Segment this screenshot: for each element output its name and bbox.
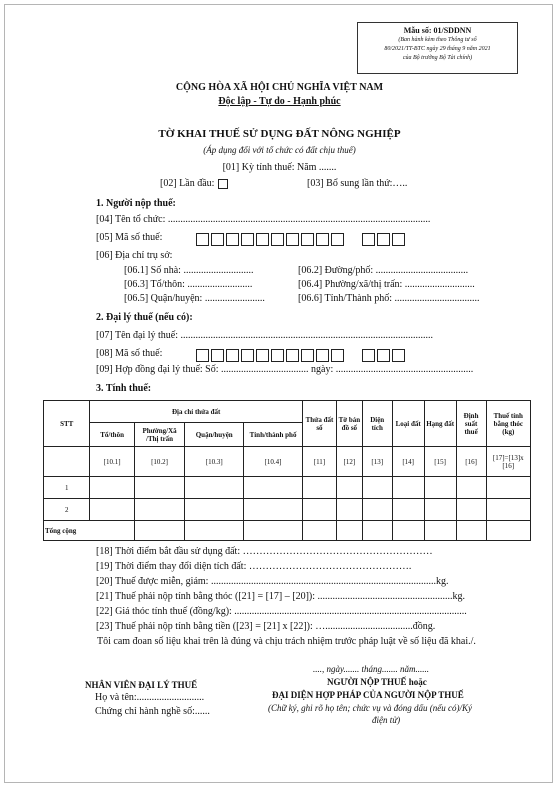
page-frame: [4, 4, 553, 783]
code-cell: [17]=[13]x [16]: [486, 447, 530, 477]
motto: [0, 96, 559, 107]
item-22[interactable]: [22] Giá thóc tính thuế (đồng/kg): .............................................................................................: [96, 606, 467, 617]
form-legal-note-2: 80/2021/TT-BTC ngày 29 tháng 9 năm 2021: [384, 46, 491, 52]
item-19[interactable]: [19] Thời điểm thay đổi diện tích đất: ………………………………………….: [96, 561, 412, 572]
col-stt: STT: [44, 401, 90, 447]
province-field[interactable]: [06.6] Tỉnh/Thành phố: ..................................: [298, 293, 480, 304]
item-20[interactable]: [20] Thuế được miễn, giảm: ..........................................................................................kg.: [96, 576, 449, 587]
declaration: Tôi cam đoan số liệu khai trên là đúng và chịu trách nhiệm trước pháp luật về số liệu đã khai./.: [97, 636, 476, 647]
sign-date[interactable]: ...., ngày....... tháng....... năm......: [313, 664, 429, 674]
col-land-grade: Hạng đất: [424, 401, 456, 447]
col-ward: Phường/Xã /Thị trấn: [134, 423, 185, 447]
code-cell: [12]: [336, 447, 362, 477]
form-legal-note-3: của Bộ trưởng Bộ Tài chính): [402, 55, 473, 61]
tax-period-field[interactable]: [01] Kỳ tính thuế: Năm .......: [222, 162, 337, 173]
payer-note-1: (Chữ ký, ghi rõ họ tên; chức vụ và đóng dấu (nếu có)/Ký: [268, 703, 473, 713]
total-row: [44, 521, 531, 541]
code-cell: [15]: [424, 447, 456, 477]
supplement-field[interactable]: [03] Bổ sung lần thứ:…..: [307, 178, 408, 189]
agent-tax-code-label: [08] Mã số thuế:: [96, 348, 163, 359]
form-subtitle: (Áp dụng đối với tổ chức có đất chịu thuế): [203, 145, 356, 155]
form-title: TỜ KHAI THUẾ SỬ DỤNG ĐẤT NÔNG NGHIỆP: [158, 128, 401, 140]
first-time-checkbox[interactable]: [218, 179, 228, 189]
form-number-box: [357, 22, 518, 74]
section1-heading: 1. Người nộp thuế:: [96, 198, 176, 209]
item-23[interactable]: [23] Thuế phải nộp tính bằng tiền ([23] = [21] x [22]): …...................................đồng.: [96, 621, 436, 632]
payer-title-2: ĐẠI DIỆN HỢP PHÁP CỦA NGƯỜI NỘP THUẾ: [272, 690, 464, 700]
col-address-group: Địa chỉ thửa đất: [90, 401, 303, 423]
code-cell: [10.2]: [134, 447, 185, 477]
col-province: Tỉnh/thành phố: [244, 423, 303, 447]
agent-contract-field[interactable]: [09] Hợp đồng đại lý thuế: Số: ................................... ngày: .......................................................: [96, 364, 474, 375]
col-tax-rate: Định suất thuế: [456, 401, 486, 447]
col-land-type: Loại đất: [392, 401, 424, 447]
code-cell: [10.4]: [244, 447, 303, 477]
col-tax-rice: Thuế tính bằng thóc (kg): [486, 401, 530, 447]
form-legal-note-1: (Ban hành kèm theo Thông tư số: [398, 37, 477, 43]
col-district: Quận/huyện: [185, 423, 244, 447]
address-label: [06] Địa chỉ trụ sở:: [96, 250, 173, 261]
motto-text: Độc lập - Tự do - Hạnh phúc: [218, 96, 341, 107]
hamlet-field[interactable]: [06.3] Tổ/thôn: ..........................: [124, 279, 253, 290]
tax-calculation-table: [43, 400, 531, 541]
taxpayer-tax-code-boxes[interactable]: [196, 230, 407, 248]
agent-name-field[interactable]: [07] Tên đại lý thuế: .....................................................................................................: [96, 330, 434, 341]
section3-heading: 3. Tính thuế:: [96, 383, 152, 394]
payer-title-1: NGƯỜI NỘP THUẾ hoặc: [327, 677, 427, 687]
code-cell: [44, 447, 90, 477]
col-area: Diện tích: [362, 401, 392, 447]
ward-field[interactable]: [06.4] Phường/xã/thị trấn: ............................: [298, 279, 475, 290]
first-time-label: [02] Lần đầu:: [160, 178, 215, 189]
code-cell: [10.3]: [185, 447, 244, 477]
house-number-field[interactable]: [06.1] Số nhà: ............................: [124, 265, 254, 276]
code-cell: [13]: [362, 447, 392, 477]
org-name-field[interactable]: [04] Tên tổ chức: .........................................................................................................: [96, 214, 431, 225]
agent-staff-name[interactable]: Họ và tên:...........................: [95, 692, 205, 703]
agent-staff-title: NHÂN VIÊN ĐẠI LÝ THUẾ: [85, 680, 198, 690]
section2-heading: 2. Đại lý thuế (nếu có):: [96, 312, 193, 323]
item-18[interactable]: [18] Thời điểm bắt đầu sử dụng đất: …………………………………………………: [96, 546, 433, 557]
first-time-field: [160, 178, 228, 189]
table-row: [44, 499, 531, 521]
code-cell: [11]: [302, 447, 336, 477]
table-row: [44, 477, 531, 499]
payer-note-2: điện tử): [372, 715, 401, 725]
col-hamlet: Tổ/thôn: [90, 423, 134, 447]
agent-tax-code-boxes[interactable]: [196, 346, 407, 364]
taxpayer-tax-code-label: [05] Mã số thuế:: [96, 232, 163, 243]
code-cell: [10.1]: [90, 447, 134, 477]
code-cell: [16]: [456, 447, 486, 477]
district-field[interactable]: [06.5] Quận/huyện: ........................: [124, 293, 265, 304]
agent-staff-cert[interactable]: Chứng chỉ hành nghề số:......: [95, 706, 210, 717]
item-21[interactable]: [21] Thuế phải nộp tính bằng thóc ([21] = [17] – [20]): ......................................................kg.: [96, 591, 466, 602]
total-label: Tổng cộng: [44, 521, 135, 541]
street-field[interactable]: [06.2] Đường/phố: .....................................: [298, 265, 469, 276]
row-number: 2: [44, 499, 90, 521]
row-number: 1: [44, 477, 90, 499]
code-cell: [14]: [392, 447, 424, 477]
nation-heading: CỘNG HÒA XÃ HỘI CHỦ NGHĨA VIỆT NAM: [175, 82, 384, 93]
form-code: Mẫu số: 01/SDDNN: [403, 26, 472, 35]
col-parcel: Thửa đất số: [302, 401, 336, 447]
col-map-sheet: Tờ bản đồ số: [336, 401, 362, 447]
